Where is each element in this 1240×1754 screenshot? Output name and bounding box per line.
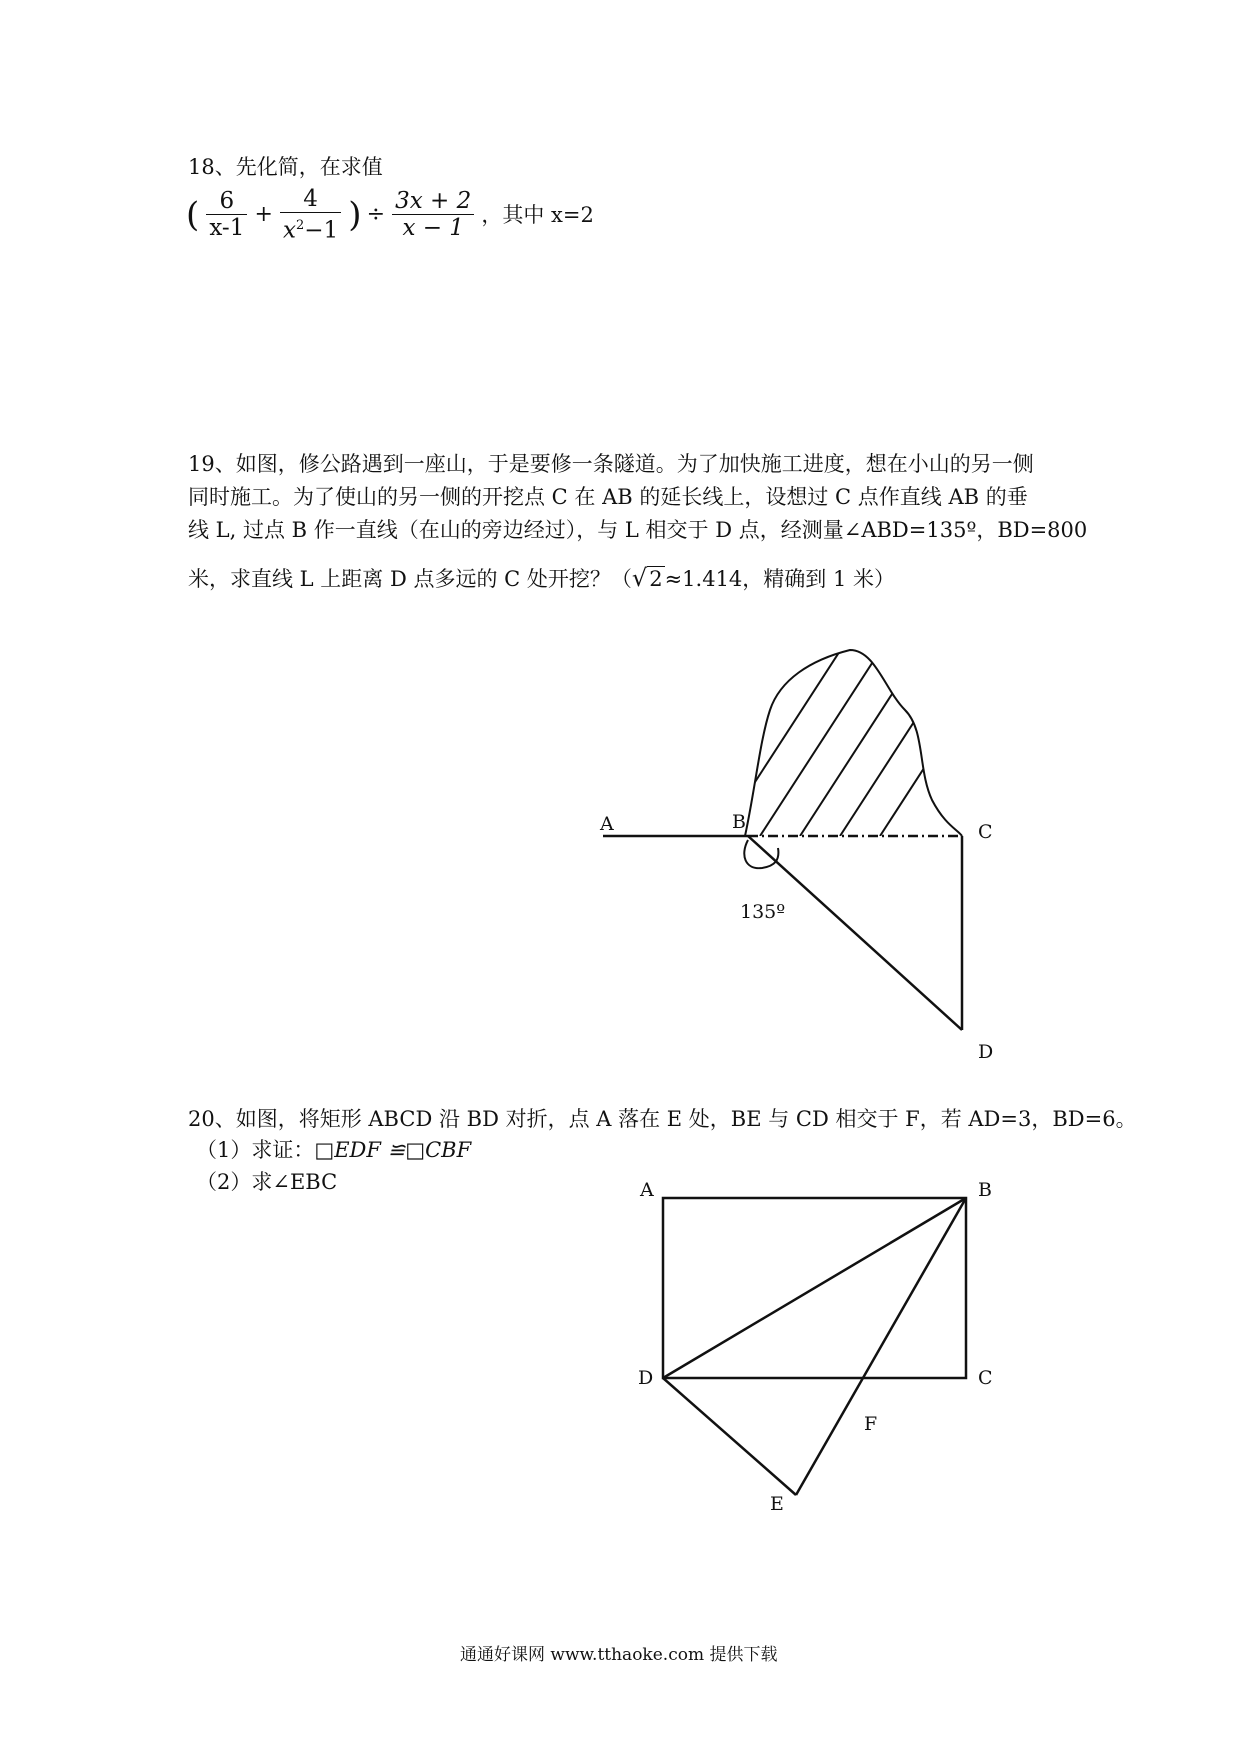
q19-angle-label: 135º bbox=[740, 901, 786, 923]
q20-label-e: E bbox=[770, 1493, 784, 1515]
q19-label-c: C bbox=[978, 821, 993, 843]
q18-frac1-denominator: x-1 bbox=[209, 215, 245, 242]
q20-part-1-math: □EDF ≌□CBF bbox=[314, 1138, 472, 1162]
q20-label-c: C bbox=[978, 1367, 993, 1389]
q19-line-1: 19、如图，修公路遇到一座山，于是要修一条隧道。为了加快施工进度，想在小山的另一侧 bbox=[188, 452, 1034, 476]
q20-label-b: B bbox=[978, 1179, 992, 1201]
q18-title: 18、先化简，在求值 bbox=[188, 155, 383, 179]
q18-frac2-den-exp: 2 bbox=[295, 218, 305, 233]
q18-close-paren: ) bbox=[348, 194, 362, 235]
q20-line-1: 20、如图，将矩形 ABCD 沿 BD 对折，点 A 落在 E 处，BE 与 CD 相交于 F，若 AD=3，BD=6。 bbox=[188, 1107, 1137, 1131]
q20-label-f: F bbox=[864, 1413, 878, 1435]
q18-open-paren: ( bbox=[186, 194, 200, 235]
mountain-hatching bbox=[680, 620, 1020, 836]
q18-plus: + bbox=[254, 202, 273, 228]
q19-label-b: B bbox=[732, 811, 746, 833]
q19-label-d: D bbox=[978, 1041, 994, 1063]
mountain-bump bbox=[744, 840, 778, 868]
q19-line-2: 同时施工。为了使山的另一侧的开挖点 C 在 AB 的延长线上，设想过 C 点作直线 AB 的垂 bbox=[188, 485, 1028, 509]
line-bd bbox=[748, 836, 962, 1030]
q20-line-de bbox=[663, 1378, 796, 1495]
q18-frac2-den-x: x bbox=[282, 217, 296, 244]
q19-line-3: 线 L, 过点 B 作一直线（在山的旁边经过），与 L 相交于 D 点，经测量∠ABD=135º，BD=800 bbox=[188, 518, 1088, 542]
q19-label-a: A bbox=[600, 813, 614, 835]
q18-frac3-denominator: x − 1 bbox=[402, 215, 464, 242]
q20-part-2: （2）求∠EBC bbox=[196, 1170, 338, 1194]
page-footer: 通通好课网 www.tthaoke.com 提供下载 bbox=[460, 1645, 778, 1665]
q18-frac3-numerator: 3x + 2 bbox=[392, 188, 474, 215]
q20-line-be bbox=[796, 1198, 966, 1495]
q18-frac2-numerator: 4 bbox=[280, 186, 341, 213]
q20-label-d: D bbox=[638, 1367, 654, 1389]
q20-part-1-prefix: （1）求证： bbox=[196, 1138, 315, 1162]
q18-frac1-numerator: 6 bbox=[206, 188, 247, 215]
q18-frac2-den-rest: −1 bbox=[304, 217, 339, 244]
q20-label-a: A bbox=[640, 1179, 654, 1201]
q18-tail: ，其中 x=2 bbox=[481, 202, 594, 227]
q19-line-4-a: 米，求直线 L 上距离 D 点多远的 C 处开挖？（ bbox=[188, 567, 632, 591]
q19-sqrt-value: 2 bbox=[649, 567, 663, 591]
q20-part-1 bbox=[196, 1138, 471, 1162]
sqrt-symbol: √ bbox=[631, 564, 648, 592]
q19-line-4-b: ≈1.414，精确到 1 米） bbox=[664, 567, 896, 591]
q20-line-bd bbox=[663, 1198, 966, 1378]
q18-divide: ÷ bbox=[366, 202, 386, 228]
